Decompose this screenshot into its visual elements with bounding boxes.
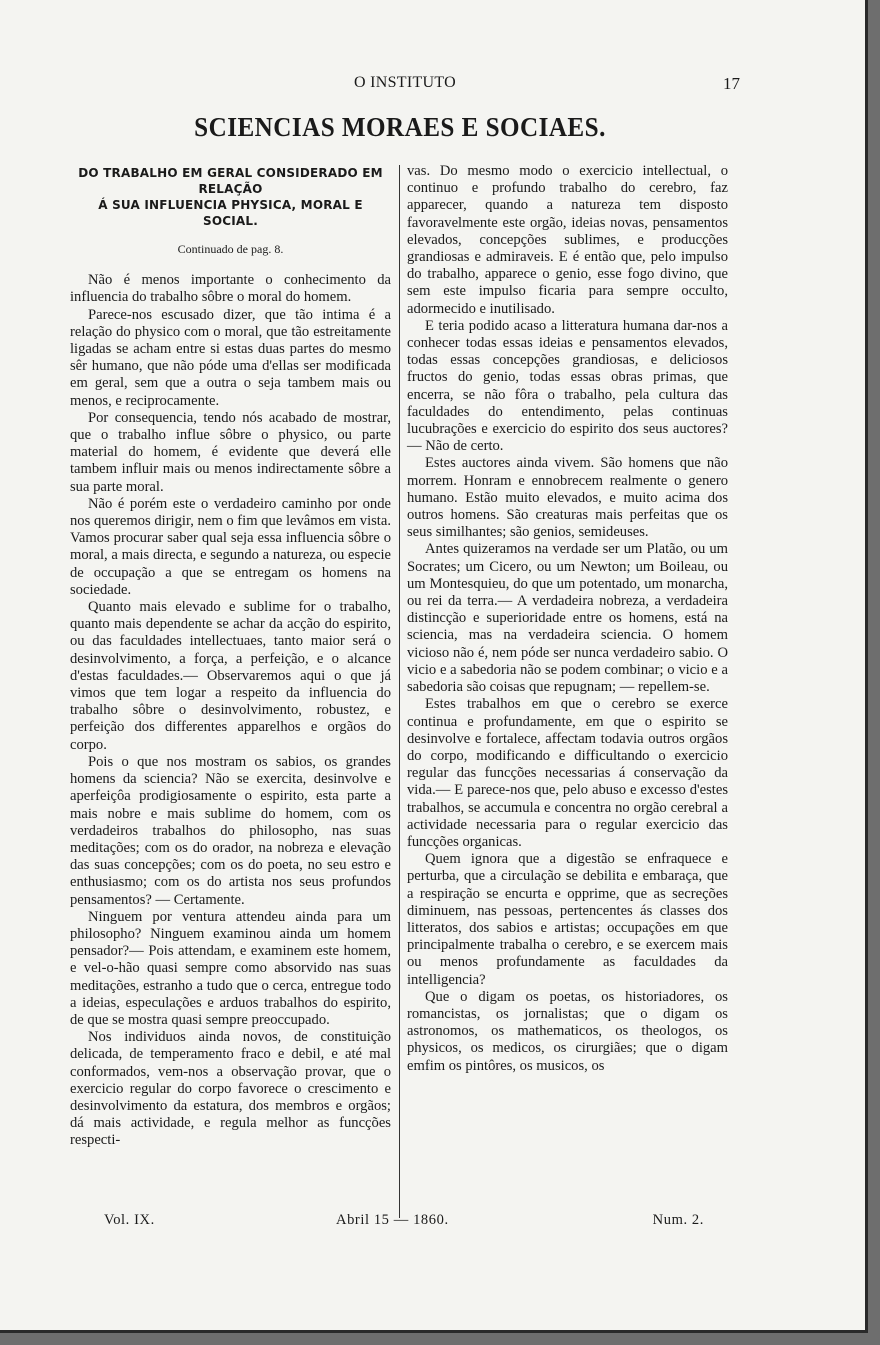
- paragraph: Nos individuos ainda novos, de constituição delicada, de temperamento fraco e debil, e até mal conformados, vem-nos a observação provar, que o exercicio regular do corpo favorece o crescimento e desinvolvimento da estatura, dos membros e orgãos; dá mais actividade, e regula melhor as funcções respecti-: [70, 1029, 391, 1149]
- column-divider: [399, 165, 400, 1218]
- running-title: O INSTITUTO: [353, 74, 457, 91]
- page-header: [70, 74, 740, 98]
- paragraph: Que o digam os poetas, os historiadores, os romancistas, os jornalistas; que o digam os astronomos, os mathematicos, os theologos, os physicos, os medicos, os cirurgiães; que o digam emfim os pintôres, os musicos, os: [407, 988, 728, 1074]
- paragraph: vas. Do mesmo modo o exercicio intellectual, o continuo e profundo trabalho do cerebro, faz apparecer, quando a natureza tem disposto favoravelmente este orgão, ideias novas, pensamentos elevados, concepções sublimes, e producções grandiosas e admiraveis. E é então que, pelo impulso do trabalho, apparece o genio, esse fogo divino, que sem este impulso ficaria para sempre occulto, adormecido e inutilisado.: [407, 163, 728, 317]
- paragraph: Estes trabalhos em que o cerebro se exerce continua e profundamente, em que o espirito se desinvolve e fortalece, affectam todavia outros orgãos do corpo, modificando e difficultando o exercicio regular das funcções necessarias á conservação da vida.— E parece-nos que, pelo abuso e excesso d'estes trabalhos, se accumula e concentra no orgão cerebral a actividade necessaria para o regular exercicio das funcções organicas.: [407, 696, 728, 850]
- continued-note: Continuado de pag. 8.: [177, 242, 284, 256]
- volume-label: Vol. IX.: [104, 1212, 155, 1228]
- paragraph: E teria podido acaso a litteratura humana dar-nos a conhecer todas essas ideias e pensamentos elevados, todas essas concepções grandiosas, e deliciosos fructos do genio, todas essas obras primas, que encerra, se não fôra o trabalho, pela cultura das faculdades do entendimento, pelas continuas lucubrações e exercicio do espirito dos seus auctores?— Não de certo.: [407, 317, 728, 455]
- paragraph: Pois o que nos mostram os sabios, os grandes homens da sciencia? Não se exercita, desinvolve e aperfeiçôa prodigiosamente o espirito, esta parte a mais nobre e mais sublime do homem, com os verdadeiros trabalhos do philosopho, nas suas meditações; com os do orador, na nobreza e elevação das suas concepções; com os do poeta, no seu estro e enthusiasmo; com os do artista nos seus profundos pensamentos? — Certamente.: [70, 753, 391, 908]
- article-title: [74, 165, 387, 229]
- issue-date: Abril 15 — 1860.: [336, 1212, 449, 1228]
- paragraph: Antes quizeramos na verdade ser um Platão, ou um Socrates; um Cicero, ou um Newton; um Boileau, ou um Montesquieu, do que um potentado, um monarcha, ou rei da terra.— A verdadeira nobreza, a verdadeira distincção e superioridade entre os homens, está na sciencia, mas na verdadeira sciencia. O homem vicioso não é, nem póde ser nunca verdadeiro sabio. O vicio e a sabedoria não se podem combinar; o vicio e a sabedoria são coisas que repugnam; — repellem-se.: [407, 541, 728, 696]
- section-title: SCIENCIAS MORAES E SOCIAES.: [194, 112, 606, 142]
- paragraph: Quanto mais elevado e sublime for o trabalho, quanto mais dependente se achar da acção do espirito, ou das faculdades intellectuaes, tanto maior será o desinvolvimento, a força, a perfeição, e o alcance d'estas faculdades.— Observaremos aqui o que já vimos que tem logar a respeito da influencia do trabalho sôbre o desinvolvimento, robustez, e perfeição dos differentes apparelhos e orgãos do corpo.: [70, 599, 391, 753]
- page-number: 17: [723, 74, 740, 93]
- right-column: [407, 163, 728, 1075]
- page-footer: [104, 1212, 704, 1232]
- paragraph: Quem ignora que a digestão se enfraquece e perturba, que a circulação se debilita e embaraça, que a respiração se encurta e opprime, que as secreções diminuem, nas pessoas, pertencentes ás classes dos litteratos, dos sabios e artistas; occupações em que principalmente trabalha o cerebro, e se exercem mais ou menos profundamente as faculdades da intelligencia?: [407, 851, 728, 988]
- article-title-line-1: DO TRABALHO EM GERAL CONSIDERADO EM RELAÇÃO: [78, 166, 383, 196]
- paragraph: Estes auctores ainda vivem. São homens que não morrem. Honram e ennobrecem realmente o genero humano. Estão muito elevados, e muito acima dos outros homens. São creaturas mais perfeitas que os seus similhantes; são genios, semideuses.: [407, 455, 728, 541]
- paragraph: Por consequencia, tendo nós acabado de mostrar, que o trabalho influe sôbre o physico, ou parte material do homem, é evidente que deverá elle tambem influir mais ou menos indirectamente sôbre a sua parte moral.: [70, 409, 391, 495]
- paragraph: Não é menos importante o conhecimento da influencia do trabalho sôbre o moral do homem.: [70, 272, 391, 306]
- paragraph: Ninguem por ventura attendeu ainda para um philosopho? Ninguem examinou ainda um homem pensador?— Pois attendam, e examinem este homem, e vel-o-hão quasi sempre como absorvido nas suas meditações, estranho a tudo que o cerca, entregue todo a ideias, especulações e arduos trabalhos do espirito, de que se mostra quasi sempre preoccupado.: [70, 908, 391, 1028]
- left-column: [70, 163, 391, 1150]
- paragraph: Parece-nos escusado dizer, que tão intima é a relação do physico com o moral, que tão estreitamente ligadas se acham entre si estas duas partes do mesmo sêr humano, que não póde uma d'ellas ser modificada em geral, sem que a outra o seja tambem mais ou menos, e reciprocamente.: [70, 306, 391, 409]
- paragraph: Não é porém este o verdadeiro caminho por onde nos queremos dirigir, nem o fim que levâmos em vista. Vamos procurar saber qual seja essa influencia sôbre o moral, a mais directa, e segundo a natureza, ou especie de occupação a que se entregam os homens na sociedade.: [70, 495, 391, 598]
- article-title-line-2: Á SUA INFLUENCIA PHYSICA, MORAL E SOCIAL.: [98, 198, 363, 228]
- issue-number: Num. 2.: [652, 1212, 704, 1228]
